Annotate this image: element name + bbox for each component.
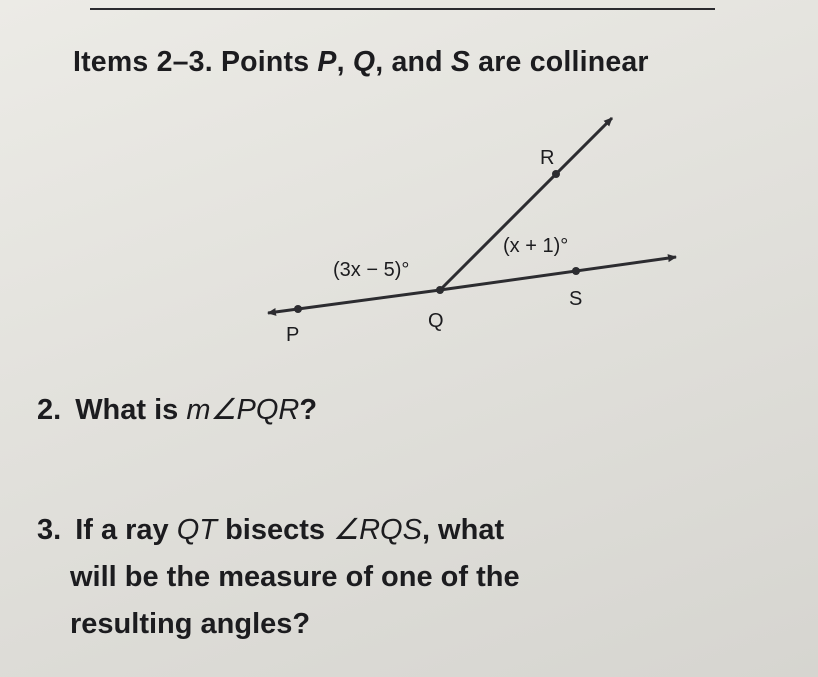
question-3-line-2 (37, 554, 520, 601)
point-s (572, 267, 580, 275)
question-2-mark: ? (299, 394, 318, 426)
point-p (294, 305, 302, 313)
heading-var-s: S (450, 46, 471, 78)
question-3-math-angle: ∠RQS (333, 514, 422, 546)
label-q: Q (428, 310, 444, 332)
point-q (436, 286, 444, 294)
ray-qr (440, 118, 612, 290)
question-3-text-d: will be the measure of one of the (70, 561, 520, 593)
question-3 (37, 507, 520, 648)
question-2-math: m∠PQR (186, 394, 300, 426)
heading-mid: , and (375, 46, 451, 78)
question-2-text: What is (75, 394, 187, 426)
question-3-line-1 (37, 507, 520, 554)
point-r (552, 170, 560, 178)
question-3-number: 3. (37, 514, 62, 546)
question-3-text-a: If a ray (75, 514, 177, 546)
question-2-number: 2. (37, 394, 62, 426)
line-qp (268, 290, 440, 313)
label-r: R (540, 147, 555, 169)
heading-var-q: Q (352, 46, 376, 78)
label-angle-pqr: (3x − 5)° (333, 259, 410, 281)
heading-suffix: are collinear (470, 46, 649, 78)
question-3-text-b: bisects (217, 514, 334, 546)
heading-prefix: Items 2–3. Points (73, 46, 318, 78)
question-3-line-3 (37, 601, 520, 648)
question-3-text-e: resulting angles? (70, 608, 311, 640)
label-angle-rqs: (x + 1)° (503, 235, 569, 257)
question-3-text-c: , what (421, 514, 505, 546)
question-3-math-ray: QT (176, 514, 218, 546)
heading-comma: , (336, 46, 353, 78)
label-s: S (569, 288, 583, 310)
question-2 (37, 392, 317, 427)
line-qs (440, 257, 676, 290)
heading-var-p: P (317, 46, 337, 78)
label-p: P (286, 324, 300, 346)
